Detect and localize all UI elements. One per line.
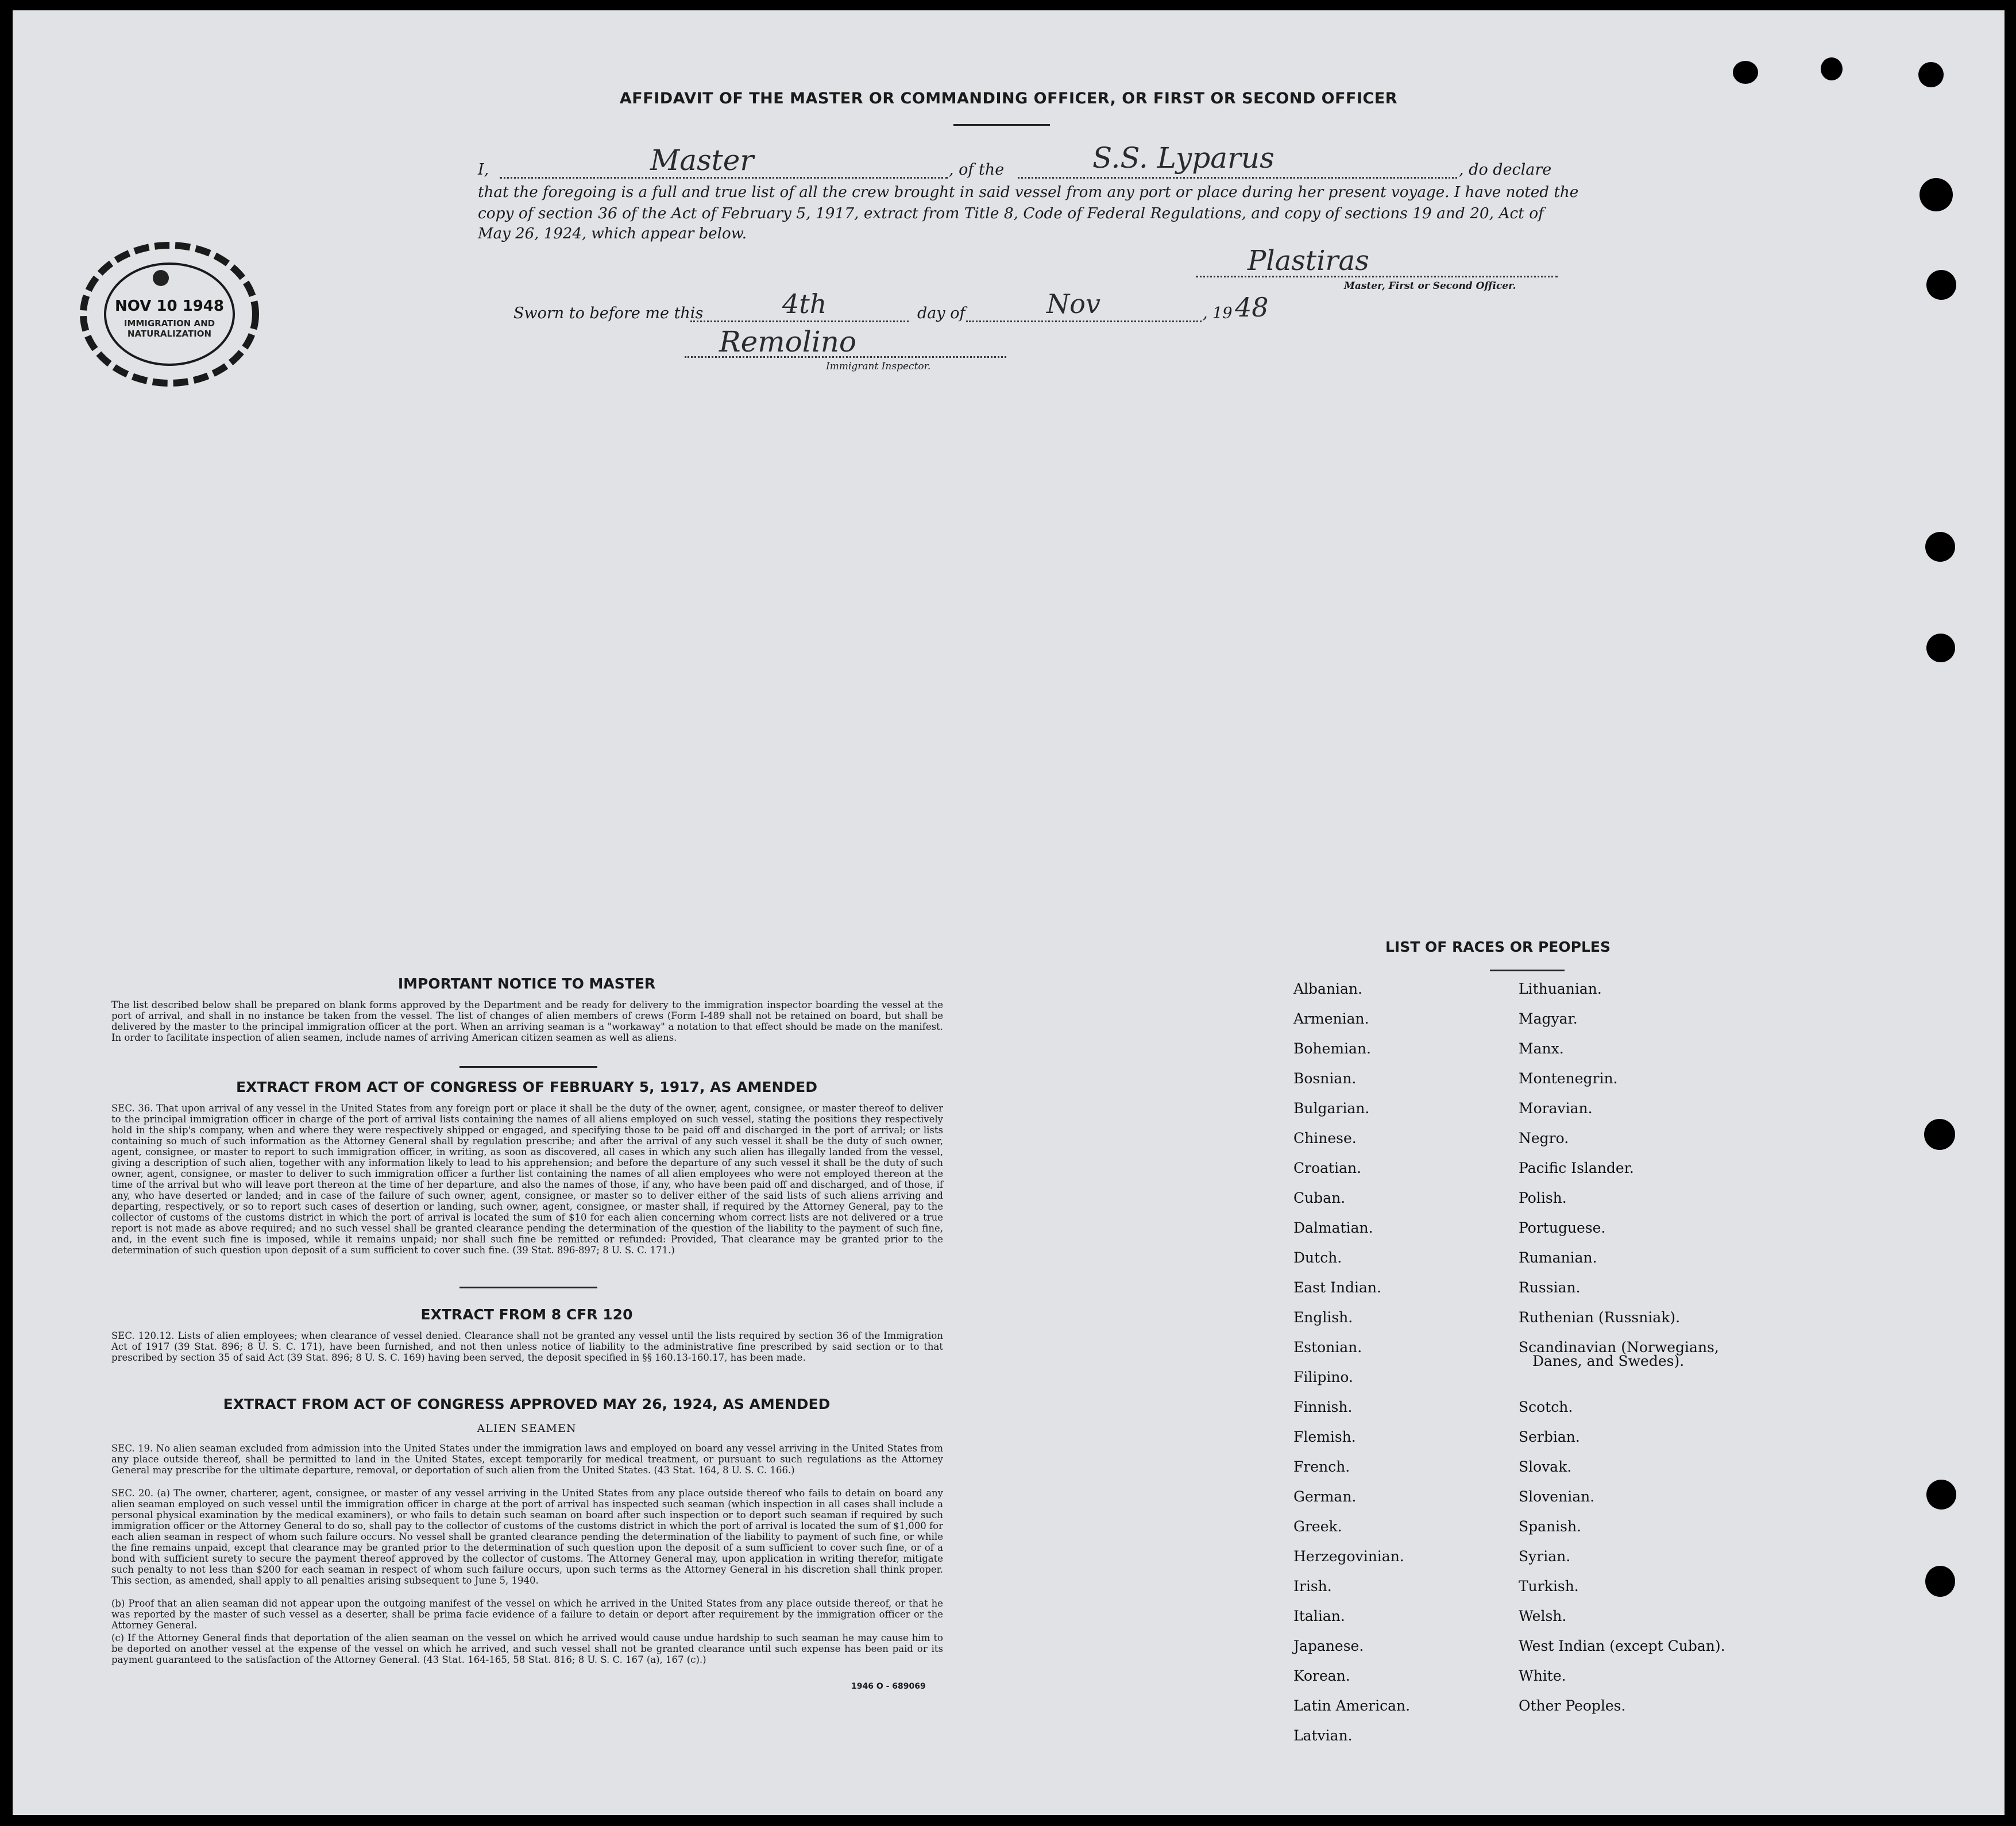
race-item: Finnish. xyxy=(1293,1399,1353,1415)
race-item: Bosnian. xyxy=(1293,1070,1357,1087)
race-item: Slovak. xyxy=(1519,1458,1572,1475)
punch-hole xyxy=(1924,1119,1955,1150)
affidavit-i: I, xyxy=(478,161,489,179)
affidavit-line-3: May 26, 1924, which appear below. xyxy=(478,225,747,242)
punch-hole xyxy=(1733,61,1758,84)
race-item: Syrian. xyxy=(1519,1548,1571,1565)
handwritten-year: 48 xyxy=(1235,292,1269,323)
race-item: Cuban. xyxy=(1293,1190,1346,1206)
sec-20b: (b) Proof that an alien seaman did not appear upon the outgoing manifest of the vessel on which he arrived in the United States from any place outside thereof, or that he was reported by the master of such vessel as a deserter, shall be prima facie evidence of a failure to detain or deport after requirement by the immigration officer or the Attorney General. xyxy=(111,1598,943,1631)
extract-1924-subtitle: ALIEN SEAMEN xyxy=(477,1422,577,1435)
punch-hole xyxy=(1918,62,1944,87)
print-code: 1946 O - 689069 xyxy=(851,1682,926,1691)
race-item: Dalmatian. xyxy=(1293,1219,1373,1236)
punch-hole xyxy=(1926,270,1956,300)
race-item: White. xyxy=(1519,1667,1566,1684)
stamp-line-2: NATURALIZATION xyxy=(127,329,212,339)
notice-title: IMPORTANT NOTICE TO MASTER xyxy=(397,975,656,992)
race-item: Korean. xyxy=(1293,1667,1350,1684)
race-item: Latin American. xyxy=(1293,1697,1411,1714)
race-item: Filipino. xyxy=(1293,1369,1353,1385)
handwritten-day: 4th xyxy=(782,288,827,319)
handwritten-master: Master xyxy=(650,144,754,177)
race-item: Negro. xyxy=(1519,1130,1569,1146)
race-item: Latvian. xyxy=(1293,1727,1353,1744)
handwritten-month: Nov xyxy=(1046,288,1100,319)
immigration-stamp xyxy=(75,237,264,392)
vessel-name-blank xyxy=(1018,177,1457,179)
race-item: Albanian. xyxy=(1293,980,1363,997)
affidavit-title: AFFIDAVIT OF THE MASTER OR COMMANDING OFFICER, OR FIRST OR SECOND OFFICER xyxy=(619,90,1398,107)
race-item: Italian. xyxy=(1293,1608,1345,1624)
race-item: Estonian. xyxy=(1293,1339,1362,1356)
signature-blank xyxy=(1196,276,1558,277)
race-item: Rumanian. xyxy=(1519,1249,1597,1266)
races-column-2 xyxy=(1519,981,1840,1756)
race-item: Moravian. xyxy=(1519,1100,1593,1117)
race-item: Herzegovinian. xyxy=(1293,1548,1404,1565)
stamp-date: NOV 10 1948 xyxy=(115,298,224,315)
sec-20a: SEC. 20. (a) The owner, charterer, agent, consignee, or master of any vessel arriving in the United States from any place outside thereof who fails to detain on board any alien seaman employed on such vessel until the immigration officer in charge at the port of arrival has inspected such seaman (which inspection in all cases shall include a personal physical examination by the medical examiners), or who fails to detain such seaman on board after such inspection or to deport such seaman if required by such immigration officer or the Attorney General to do so, shall pay to the collector of customs of the customs district in which the port of arrival is located the sum of $1,000 for each alien seaman in respect of whom such failure occurs. No vessel shall be granted clearance pending the determination of the liability to payment of such fine, or while the fine remains unpaid, except that clearance may be granted prior to the determination of such question upon the deposit of a sum sufficient to cover such fine, or of a bond with sufficient surety to secure the payment thereof approved by the collector of customs. The Attorney General may, upon application in writing therefor, mitigate such penalty to not less than $200 for each seaman in respect of whom such failure occurs, upon such terms as the Attorney General in his discretion shall think proper. This section, as amended, shall apply to all penalties arising subsequent to June 5, 1940. xyxy=(111,1488,943,1586)
inspector-blank xyxy=(685,356,1006,358)
handwritten-signature: Plastiras xyxy=(1248,245,1369,277)
race-item: Russian. xyxy=(1519,1279,1581,1296)
handwritten-vessel: S.S. Lyparus xyxy=(1092,141,1275,175)
race-item: English. xyxy=(1293,1309,1353,1326)
punch-hole xyxy=(1920,178,1953,211)
race-item: Irish. xyxy=(1293,1578,1332,1595)
inspector-label: Immigrant Inspector. xyxy=(826,361,931,372)
race-item: Portuguese. xyxy=(1519,1219,1606,1236)
master-name-blank xyxy=(500,177,948,179)
race-item: Slovenian. xyxy=(1519,1488,1595,1505)
race-item: Polish. xyxy=(1519,1190,1567,1206)
day-of-text: day of xyxy=(917,304,965,322)
race-item: Scandinavian (Norwegians, xyxy=(1519,1339,1719,1356)
race-item: West Indian (except Cuban). xyxy=(1519,1638,1725,1654)
stamp-line-1: IMMIGRATION AND xyxy=(123,318,215,329)
punch-hole xyxy=(1926,634,1955,662)
officer-label: Master, First or Second Officer. xyxy=(1344,280,1516,292)
race-item: Magyar. xyxy=(1519,1010,1578,1027)
race-item: Danes, and Swedes). xyxy=(1532,1353,1685,1369)
race-item: Ruthenian (Russniak). xyxy=(1519,1309,1681,1326)
race-item: Serbian. xyxy=(1519,1429,1580,1445)
affidavit-line-2: copy of section 36 of the Act of February 5, 1917, extract from Title 8, Code of Federal Regulations, and copy of sections 19 and 20, Act of xyxy=(478,204,1544,222)
race-item: Japanese. xyxy=(1293,1638,1364,1654)
race-item: French. xyxy=(1293,1458,1350,1475)
race-item: Bulgarian. xyxy=(1293,1100,1370,1117)
extract-1917-body: SEC. 36. That upon arrival of any vessel in the United States from any foreign port or place it shall be the duty of the owner, agent, consignee, or master thereof to deliver to the principal immigration officer in charge of the port of arrival lists containing the names of all aliens employed on such vessel, stating the positions they respectively hold in the ship's company, when and where they were respectively shipped or engaged, and specifying those to be paid off and discharged in the port of arrival; or lists containing so much of such information as the Attorney General shall by regulation prescribe; and after the arrival of any such vessel it shall be the duty of such owner, agent, consignee, or master to report to such immigration officer, in writing, as soon as discovered, all cases in which any such alien has illegally landed from the vessel, giving a description of such alien, together with any information likely to lead to his apprehension; and before the departure of any such vessel it shall be the duty of such owner, agent, consignee, or master to deliver to such immigration officer a further list containing the names of all alien employees who were not employed thereon at the time of the arrival but who will leave port thereon at the time of her departure, and also the names of those, if any, who have been paid off and discharged, and of those, if any, who have deserted or landed; and in case of the failure of such owner, agent, consignee, or master so to deliver either of the said lists of such aliens arriving and departing, respectively, or so to report such cases of desertion or landing, such owner, agent, consignee, or master shall, if required by the Attorney General, pay to the collector of customs of the customs district in which the port of arrival is located the sum of $10 for each alien concerning whom correct lists are not delivered or a true report is not made as above required; and no such vessel shall be granted clearance pending the determination of the question of the liability to the payment of such fine, and, in the event such fine is imposed, while it remains unpaid; nor shall such fine be remitted or refunded: Provided, That clearance may be granted prior to the determination of such question upon deposit of a sum sufficient to cover such fine. (39 Stat. 896-897; 8 U. S. C. 171.) xyxy=(111,1103,943,1256)
extract-cfr-body: SEC. 120.12. Lists of alien employees; when clearance of vessel denied. Clearance shall not be granted any vessel until the lists required by section 36 of the Immigration Act of 1917 (39 Stat. 896; 8 U. S. C. 171), have been furnished, and not then unless notice of liability to the administrative fine prescribed by said section or to that prescribed by section 35 of said Act (39 Stat. 896; 8 U. S. C. 169) having been served, the deposit specified in §§ 160.13-160.17, has been made. xyxy=(111,1330,943,1363)
section-rule xyxy=(459,1066,597,1068)
extract-1917-title: EXTRACT FROM ACT OF CONGRESS OF FEBRUARY 5, 1917, AS AMENDED xyxy=(235,1079,818,1095)
race-item: Scotch. xyxy=(1519,1399,1573,1415)
sec-19: SEC. 19. No alien seaman excluded from admission into the United States under the immigration laws and employed on board any vessel arriving in the United States from any place outside thereof, shall be permitted to land in the United States, except temporarily for medical treatment, or pursuant to such regulations as the Attorney General may prescribe for the ultimate departure, removal, or deportation of such alien from the United States. (43 Stat. 164, 8 U. S. C. 166.) xyxy=(111,1443,943,1476)
punch-hole xyxy=(1925,532,1955,562)
race-item: German. xyxy=(1293,1488,1357,1505)
race-item: Bohemian. xyxy=(1293,1040,1371,1057)
punch-hole xyxy=(1926,1480,1956,1510)
race-item: Manx. xyxy=(1519,1040,1564,1057)
races-title: LIST OF RACES OR PEOPLES xyxy=(1385,939,1611,955)
race-item: Chinese. xyxy=(1293,1130,1357,1146)
race-item: Lithuanian. xyxy=(1519,980,1602,997)
notice-body: The list described below shall be prepared on blank forms approved by the Department and be ready for delivery to the immigration inspector boarding the vessel at the port of arrival, and shall in no instance be taken from the vessel. The list of changes of alien members of crews (Form I-489 shall not be retained on board, but shall be delivered by the master to the principal immigration officer at the port. When an arriving seaman is a "workaway" a notation to that effect should be made on the manifest. In order to facilitate inspection of alien seamen, include names of arriving American citizen seamen as well as aliens. xyxy=(111,999,943,1043)
month-blank xyxy=(966,321,1202,322)
races-rule xyxy=(1490,970,1565,971)
sworn-text: Sworn to before me this xyxy=(513,304,704,322)
punch-hole xyxy=(1925,1566,1955,1597)
title-rule xyxy=(953,124,1050,126)
extract-1924-title: EXTRACT FROM ACT OF CONGRESS APPROVED MAY 26, 1924, AS AMENDED xyxy=(223,1396,831,1412)
extract-cfr-title: EXTRACT FROM 8 CFR 120 xyxy=(420,1306,633,1323)
sec-20c: (c) If the Attorney General finds that deportation of the alien seaman on the vessel on which he arrived would cause undue hardship to such seaman he may cause him to be deported on another vessel at the expense of the vessel on which he arrived, and such vessel shall not be granted clearance until such expense has been paid or its payment guaranteed to the satisfaction of the Attorney General. (43 Stat. 164-165, 58 Stat. 816; 8 U. S. C. 167 (a), 167 (c).) xyxy=(111,1632,943,1665)
race-item: Turkish. xyxy=(1519,1578,1579,1595)
race-item: Welsh. xyxy=(1519,1608,1567,1624)
race-item: Spanish. xyxy=(1519,1518,1582,1535)
race-item: East Indian. xyxy=(1293,1279,1381,1296)
race-item: Flemish. xyxy=(1293,1429,1356,1445)
race-item: Montenegrin. xyxy=(1519,1070,1618,1087)
day-blank xyxy=(690,321,909,322)
race-item: Armenian. xyxy=(1293,1010,1369,1027)
race-item: Other Peoples. xyxy=(1519,1697,1626,1714)
year-prefix: , 19 xyxy=(1203,304,1233,322)
punch-hole xyxy=(1821,57,1843,80)
section-rule xyxy=(459,1287,597,1288)
race-item: Dutch. xyxy=(1293,1249,1342,1266)
affidavit-line-1: that the foregoing is a full and true list of all the crew brought in said vessel from any port or place during her present voyage. I have noted the xyxy=(478,184,1579,201)
affidavit-do-declare: , do declare xyxy=(1459,161,1552,179)
document-page xyxy=(13,10,2005,1815)
handwritten-inspector: Remolino xyxy=(719,325,857,358)
race-item: Croatian. xyxy=(1293,1160,1362,1176)
races-column-1 xyxy=(1293,981,1523,1756)
race-item: Greek. xyxy=(1293,1518,1342,1535)
affidavit-of-the: , of the xyxy=(949,161,1005,179)
race-item: Pacific Islander. xyxy=(1519,1160,1634,1176)
